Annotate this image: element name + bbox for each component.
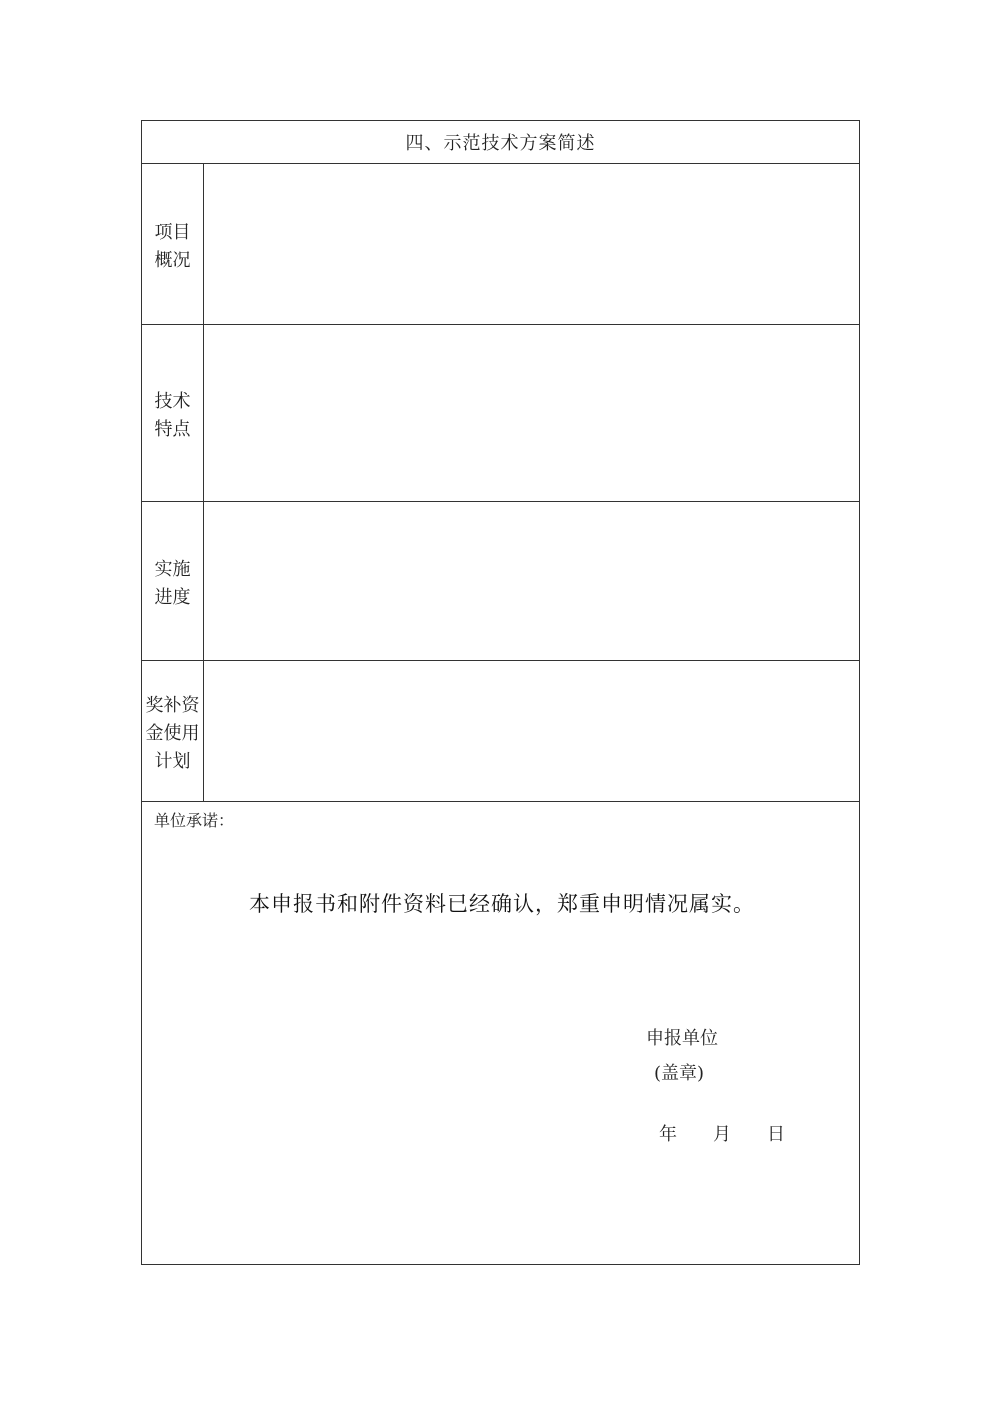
section-title: 四、示范技术方案简述 (142, 121, 859, 164)
field-project-overview[interactable] (204, 164, 859, 324)
row-label-technical-features: 技术 特点 (142, 325, 204, 501)
commitment-label: 单位承诺： (154, 811, 235, 830)
row-technical-features (142, 325, 859, 502)
commitment-section (142, 802, 859, 1264)
seal-label: (盖章) (654, 1063, 705, 1084)
date-month-label: 月 (713, 1124, 731, 1145)
date-day-label: 日 (767, 1124, 785, 1145)
date-year-label: 年 (659, 1124, 677, 1145)
row-implementation-progress (142, 502, 859, 661)
row-project-overview (142, 164, 859, 325)
application-form-table (141, 120, 860, 1265)
field-implementation-progress[interactable] (204, 502, 859, 660)
row-label-project-overview: 项目 概况 (142, 164, 204, 324)
row-subsidy-plan (142, 661, 859, 802)
applicant-unit-label: 申报单位 (646, 1028, 718, 1049)
row-label-subsidy-plan: 奖补资 金使用 计划 (142, 661, 204, 801)
commitment-statement: 本申报书和附件资料已经确认，郑重申明情况属实。 (249, 892, 755, 916)
field-subsidy-plan[interactable] (204, 661, 859, 801)
date-line (659, 1120, 785, 1146)
row-label-implementation-progress: 实施 进度 (142, 502, 204, 660)
field-technical-features[interactable] (204, 325, 859, 501)
